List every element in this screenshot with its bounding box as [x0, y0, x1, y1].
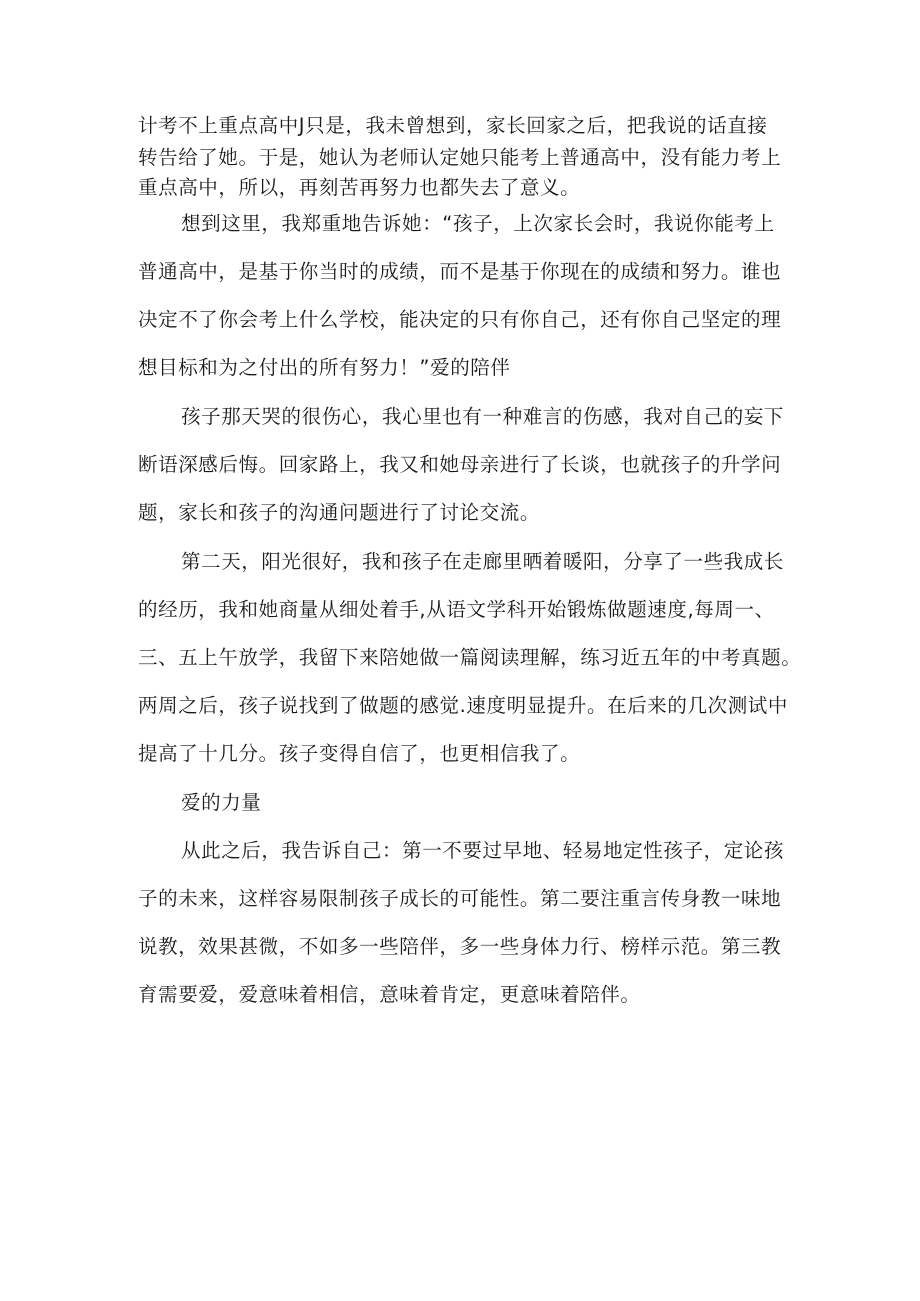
text-line: 孩子那天哭的很伤心，我心里也有一种难言的伤感，我对自己的妄下 — [181, 405, 785, 428]
text-line: 重点高中，所以，再刻苦再努力也都失去了意义。 — [138, 176, 581, 199]
text-line: 子的未来，这样容易限制孩子成长的可能性。第二要注重言传身教一味地 — [138, 887, 782, 910]
text-line: 说教，效果甚微，不如多一些陪伴，多一些身体力行、榜样示范。第三教 — [138, 935, 782, 958]
text-line: 普通高中，是基于你当时的成绩，而不是基于你现在的成绩和努力。谁也 — [138, 260, 782, 283]
text-line: 两周之后，孩子说找到了做题的感觉.速度明显提升。在后来的几次测试中 — [138, 694, 788, 717]
text-line: 题，家长和孩子的沟通问题进行了讨论交流。 — [138, 501, 541, 524]
text-line: 想到这里，我郑重地告诉她：“孩子，上次家长会时，我说你能考上 — [181, 212, 775, 235]
text-line: 三、五上午放学，我留下来陪她做一篇阅读理解，练习近五年的中考真题。 — [138, 646, 802, 669]
text-line: 决定不了你会考上什么学校，能决定的只有你自己，还有你自己坚定的理 — [138, 308, 782, 331]
text-line: 从此之后，我告诉自己：第一不要过早地、轻易地定性孩子，定论孩 — [181, 839, 785, 862]
text-line: 计考不上重点高中J只是，我未曾想到，家长回家之后，把我说的话直接 — [138, 114, 768, 137]
text-line: 转告给了她。于是，她认为老师认定她只能考上普通高中，没有能力考上 — [138, 146, 782, 169]
section-heading: 爱的力量 — [181, 791, 262, 814]
text-line: 想目标和为之付出的所有努力！”爱的陪伴 — [138, 356, 511, 379]
text-line: 断语深感后悔。回家路上，我又和她母亲进行了长谈，也就孩子的升学问 — [138, 453, 782, 476]
text-line: 的经历，我和她商量从细处着手,从语文学科开始锻炼做题速度,每周一、 — [138, 598, 775, 621]
text-line: 育需要爱，爱意味着相信，意味着肯定，更意味着陪伴。 — [138, 983, 641, 1006]
text-line: 提高了十几分。孩子变得自信了，也更相信我了。 — [138, 742, 581, 765]
text-line: 第二天，阳光很好，我和孩子在走廊里晒着暖阳，分享了一些我成长 — [181, 550, 785, 573]
